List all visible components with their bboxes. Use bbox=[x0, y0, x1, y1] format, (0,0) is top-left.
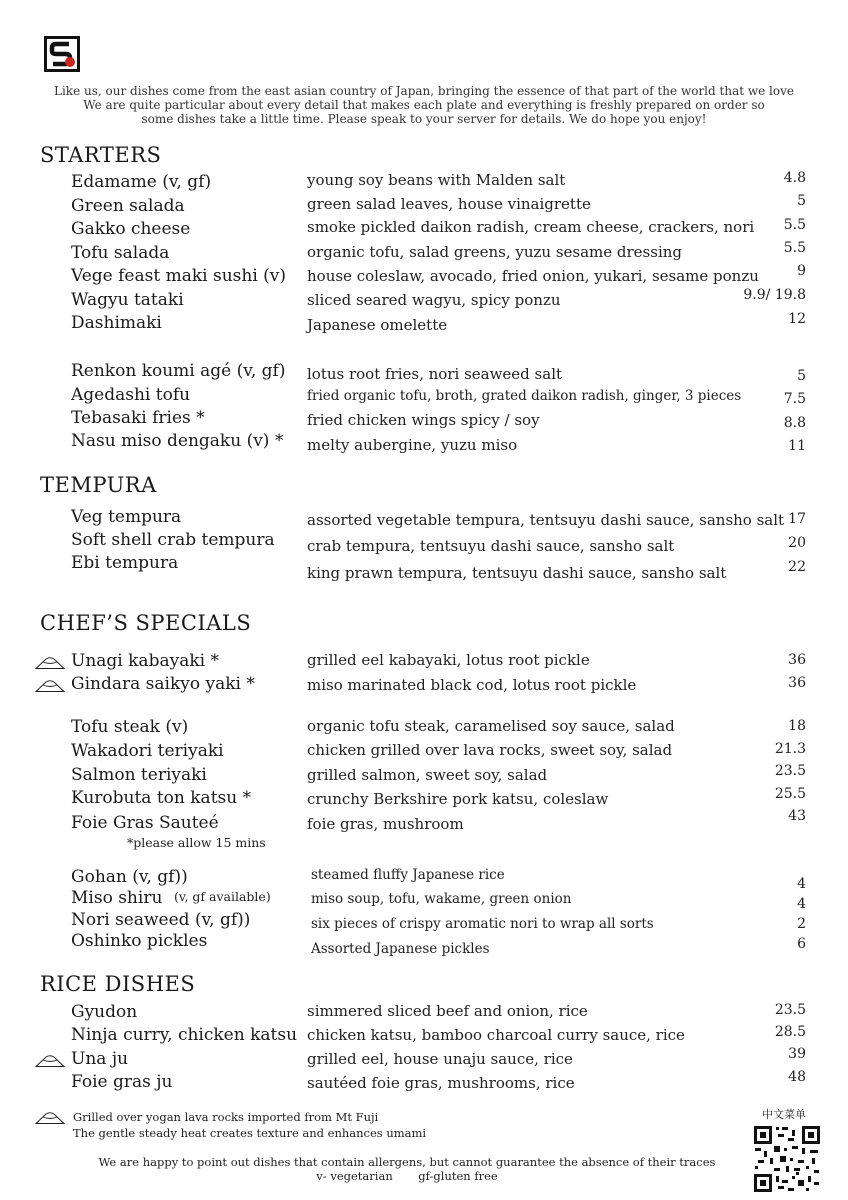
menu-item-name: Foie gras ju bbox=[71, 1072, 173, 1092]
menu-item-desc: fried organic tofu, broth, grated daikon radish, ginger, 3 pieces bbox=[307, 388, 742, 404]
menu-item-desc: house coleslaw, avocado, fried onion, yukari, sesame ponzu bbox=[307, 267, 759, 285]
menu-item-desc: miso soup, tofu, wakame, green onion bbox=[311, 891, 572, 907]
menu-item-price: 5.5 bbox=[783, 217, 806, 233]
menu-item-name: Ebi tempura bbox=[71, 553, 179, 573]
menu-item-desc: smoke pickled daikon radish, cream cheese, crackers, nori bbox=[307, 218, 755, 236]
menu-item-price: 4.8 bbox=[783, 170, 806, 186]
menu-item-price: 28.5 bbox=[774, 1024, 806, 1040]
menu-item-price: 18 bbox=[788, 718, 806, 734]
menu-item-desc: organic tofu steak, caramelised soy sauce, salad bbox=[307, 717, 675, 735]
menu-item-name: Miso shiru bbox=[71, 888, 163, 908]
menu-item-price: 36 bbox=[788, 675, 806, 691]
menu-item-desc: chicken grilled over lava rocks, sweet soy, salad bbox=[307, 741, 673, 759]
section-title-starters: STARTERS bbox=[40, 143, 162, 167]
menu-item-price: 12 bbox=[788, 311, 806, 327]
menu-item-desc: foie gras, mushroom bbox=[307, 815, 464, 833]
menu-item-price: 4 bbox=[797, 876, 806, 892]
menu-item-price: 4 bbox=[797, 896, 806, 912]
menu-item-desc: sliced seared wagyu, spicy ponzu bbox=[307, 291, 561, 309]
menu-item-desc: steamed fluffy Japanese rice bbox=[311, 867, 505, 883]
menu-item-price: 11 bbox=[788, 438, 806, 454]
menu-item-desc: lotus root fries, nori seaweed salt bbox=[307, 365, 563, 383]
mount-fuji-icon bbox=[35, 1110, 65, 1124]
menu-item-price: 39 bbox=[788, 1046, 806, 1062]
menu-item-price: 22 bbox=[788, 559, 806, 575]
menu-item-name: Dashimaki bbox=[71, 313, 162, 333]
menu-item-name: Unagi kabayaki * bbox=[71, 651, 219, 671]
mount-fuji-icon bbox=[35, 655, 65, 669]
menu-item-name: Nori seaweed (v, gf)) bbox=[71, 910, 251, 930]
menu-item-desc: grilled eel kabayaki, lotus root pickle bbox=[307, 651, 590, 669]
menu-item-price: 21.3 bbox=[774, 741, 806, 757]
menu-item-price: 7.5 bbox=[783, 391, 806, 407]
menu-item-price: 36 bbox=[788, 652, 806, 668]
mount-fuji-icon bbox=[35, 678, 65, 692]
section-title-tempura: TEMPURA bbox=[40, 473, 157, 497]
menu-item-desc: green salad leaves, house vinaigrette bbox=[307, 195, 591, 213]
section-title-chefs-specials: CHEF’S SPECIALS bbox=[40, 611, 252, 635]
menu-item-price: 43 bbox=[788, 808, 806, 824]
intro-line-1: Like us, our dishes come from the east asian country of Japan, bringing the essence of that part of the world that we love bbox=[54, 84, 794, 98]
menu-item-name: Una ju bbox=[71, 1049, 129, 1069]
menu-item-desc: miso marinated black cod, lotus root pickle bbox=[307, 676, 637, 694]
ninja-logo-icon bbox=[44, 36, 80, 72]
menu-item-desc: crunchy Berkshire pork katsu, coleslaw bbox=[307, 790, 609, 808]
menu-item-price: 17 bbox=[788, 511, 806, 527]
menu-item-desc: six pieces of crispy aromatic nori to wrap all sorts bbox=[311, 916, 654, 932]
menu-item-desc: grilled salmon, sweet soy, salad bbox=[307, 766, 548, 784]
menu-item-name: Renkon koumi agé (v, gf) bbox=[71, 361, 286, 381]
menu-item-desc: chicken katsu, bamboo charcoal curry sauce, rice bbox=[307, 1026, 685, 1044]
menu-item-name: Gindara saikyo yaki * bbox=[71, 674, 255, 694]
menu-item-name: Gyudon bbox=[71, 1002, 138, 1022]
menu-item-price: 20 bbox=[788, 535, 806, 551]
menu-item-desc: Assorted Japanese pickles bbox=[311, 941, 490, 957]
menu-item-desc: king prawn tempura, tentsuyu dashi sauce, sansho salt bbox=[307, 564, 727, 582]
allergen-notice: We are happy to point out dishes that contain allergens, but cannot guarantee the absence of their traces bbox=[98, 1155, 716, 1169]
menu-item-name: Vege feast maki sushi (v) bbox=[71, 266, 287, 286]
menu-item-desc: grilled eel, house unaju sauce, rice bbox=[307, 1050, 573, 1068]
menu-item-name: Salmon teriyaki bbox=[71, 765, 207, 785]
menu-item-name-note: (v, gf available) bbox=[174, 889, 271, 904]
menu-item-desc: assorted vegetable tempura, tentsuyu dashi sauce, sansho salt bbox=[307, 511, 785, 529]
menu-item-price: 6 bbox=[797, 936, 806, 952]
menu-item-name: Oshinko pickles bbox=[71, 931, 208, 951]
menu-item-name: Tofu salada bbox=[71, 243, 170, 263]
menu-item-desc: young soy beans with Malden salt bbox=[307, 171, 566, 189]
menu-item-price: 5 bbox=[797, 368, 806, 384]
menu-item-desc: fried chicken wings spicy / soy bbox=[307, 411, 540, 429]
menu-item-price: 9 bbox=[797, 263, 806, 279]
menu-item-price: 9.9/ 19.8 bbox=[743, 287, 806, 303]
menu-item-name: Tebasaki fries * bbox=[71, 408, 205, 428]
menu-item-name: Wakadori teriyaki bbox=[71, 741, 224, 761]
mount-fuji-icon bbox=[35, 1053, 65, 1067]
menu-item-name: Gakko cheese bbox=[71, 219, 191, 239]
menu-item-price: 2 bbox=[797, 916, 806, 932]
menu-item-name: Tofu steak (v) bbox=[71, 717, 189, 737]
menu-item-price: 5.5 bbox=[783, 240, 806, 256]
menu-item-price: 25.5 bbox=[774, 786, 806, 802]
menu-item-price: 48 bbox=[788, 1069, 806, 1085]
qr-label: 中文菜单 bbox=[762, 1108, 806, 1121]
menu-item-name: Soft shell crab tempura bbox=[71, 530, 275, 550]
menu-item-price: 23.5 bbox=[774, 763, 806, 779]
foie-gras-note: *please allow 15 mins bbox=[127, 835, 266, 850]
menu-item-name: Veg tempura bbox=[71, 507, 182, 527]
menu-item-name: Wagyu tataki bbox=[71, 290, 184, 310]
legend-line-2: The gentle steady heat creates texture and enhances umami bbox=[73, 1126, 427, 1140]
menu-item-name: Gohan (v, gf)) bbox=[71, 867, 188, 887]
intro-line-2: We are quite particular about every detail that makes each plate and everything is freshly prepared on order so bbox=[83, 98, 765, 112]
menu-item-name: Ninja curry, chicken katsu bbox=[71, 1025, 298, 1045]
menu-item-name: Kurobuta ton katsu * bbox=[71, 788, 252, 808]
intro-line-3: some dishes take a little time. Please speak to your server for details. We do hope you enjoy! bbox=[141, 112, 707, 126]
menu-item-desc: melty aubergine, yuzu miso bbox=[307, 436, 518, 454]
menu-item-name: Foie Gras Sauteé bbox=[71, 813, 219, 833]
menu-item-desc: organic tofu, salad greens, yuzu sesame dressing bbox=[307, 243, 683, 261]
menu-item-name: Green salada bbox=[71, 196, 185, 216]
menu-item-desc: Japanese omelette bbox=[307, 316, 448, 334]
menu-item-desc: crab tempura, tentsuyu dashi sauce, sansho salt bbox=[307, 537, 675, 555]
menu-item-desc: sautéed foie gras, mushrooms, rice bbox=[307, 1074, 575, 1092]
diet-key: v- vegetarian gf-gluten free bbox=[316, 1169, 498, 1183]
menu-item-price: 5 bbox=[797, 193, 806, 209]
menu-item-price: 23.5 bbox=[774, 1002, 806, 1018]
legend-line-1: Grilled over yogan lava rocks imported from Mt Fuji bbox=[73, 1110, 379, 1124]
section-title-rice-dishes: RICE DISHES bbox=[40, 972, 196, 996]
menu-item-price: 8.8 bbox=[783, 415, 806, 431]
menu-item-name: Agedashi tofu bbox=[71, 385, 191, 405]
menu-item-name: Nasu miso dengaku (v) * bbox=[71, 431, 284, 451]
menu-item-desc: simmered sliced beef and onion, rice bbox=[307, 1002, 588, 1020]
menu-item-name: Edamame (v, gf) bbox=[71, 172, 212, 192]
